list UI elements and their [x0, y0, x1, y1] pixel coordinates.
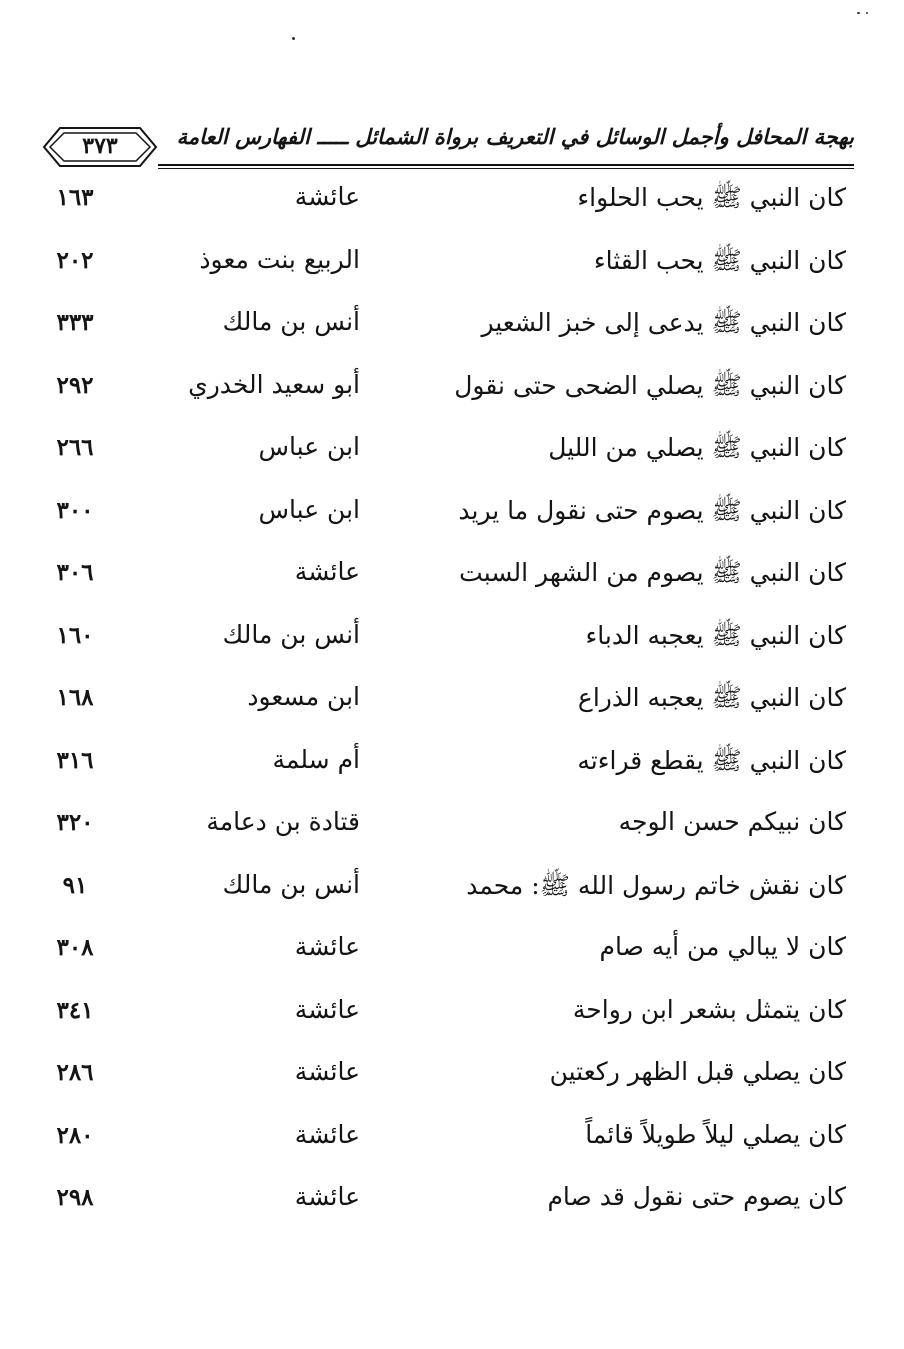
page-reference: ٩١	[62, 871, 88, 899]
narrator-name: عائشة	[294, 182, 360, 211]
page-reference: ١٦٨	[56, 684, 94, 711]
page-reference: ١٦٣	[56, 184, 94, 211]
index-row	[0, 178, 904, 226]
page-reference: ٣٠٦	[56, 559, 94, 586]
scan-speck	[866, 12, 868, 14]
hadith-text: كان النبي ﷺ يحب القثاء	[593, 245, 846, 275]
hadith-text: كان النبي ﷺ يقطع قراءته	[577, 745, 846, 775]
page-reference: ٢٨٠	[56, 1121, 94, 1149]
page-reference: ٣٠٠	[56, 496, 94, 524]
index-row	[0, 553, 904, 601]
narrator-name: عائشة	[294, 557, 360, 586]
narrator-name: أنس بن مالك	[222, 869, 360, 899]
narrator-name: ابن عباس	[258, 494, 360, 524]
hadith-text: كان نقش خاتم رسول الله ﷺ: محمد	[466, 870, 846, 900]
page-number: ٣٧٣	[82, 133, 118, 159]
page-reference: ٣٣٣	[56, 309, 94, 336]
scan-speck	[857, 12, 860, 14]
hadith-text: كان يصوم حتى نقول قد صام	[547, 1182, 846, 1211]
page-reference: ٢٠٢	[56, 246, 94, 274]
hadith-text: كان النبي ﷺ يصلي من الليل	[548, 433, 846, 462]
page-reference: ٢٩٢	[56, 371, 94, 399]
header-rule	[158, 164, 854, 169]
narrator-name: أنس بن مالك	[222, 619, 360, 649]
index-row	[0, 1053, 904, 1101]
page-reference: ٣٠٨	[56, 934, 94, 961]
hadith-text: كان النبي ﷺ يحب الحلواء	[577, 183, 846, 212]
scan-speck	[292, 37, 295, 40]
page-reference: ٣١٦	[56, 746, 94, 774]
page-reference: ١٦٠	[56, 621, 94, 649]
narrator-name: ابن عباس	[258, 432, 360, 461]
page-number-badge	[40, 124, 160, 170]
hadith-text: كان النبي ﷺ يصوم حتى نقول ما يريد	[458, 495, 846, 525]
page-reference: ٢٨٦	[56, 1059, 94, 1086]
index-row	[0, 366, 904, 414]
narrator-name: أبو سعيد الخدري	[188, 369, 360, 399]
narrator-name: ابن مسعود	[247, 682, 360, 711]
hadith-text: كان يتمثل بشعر ابن رواحة	[572, 994, 846, 1024]
index-row	[0, 741, 904, 789]
narrator-name: عائشة	[294, 932, 360, 961]
page-reference: ٣٢٠	[56, 809, 94, 836]
narrator-name: عائشة	[294, 1182, 360, 1211]
index-row	[0, 241, 904, 289]
hadith-text: كان النبي ﷺ يدعى إلى خبز الشعير	[481, 308, 846, 337]
narrator-name: عائشة	[294, 1119, 360, 1149]
page-reference: ٣٤١	[56, 996, 94, 1024]
index-row	[0, 928, 904, 976]
index-row	[0, 991, 904, 1039]
narrator-name: أم سلمة	[272, 744, 360, 774]
index-row	[0, 803, 904, 851]
book-title: بهجة المحافل وأجمل الوسائل في التعريف برواة الشمائل ـــــ الفهارس العامة	[176, 124, 854, 149]
page-reference: ٢٦٦	[56, 434, 94, 461]
index-row	[0, 678, 904, 726]
index-row	[0, 866, 904, 914]
index-row	[0, 616, 904, 664]
hadith-text: كان نبيكم حسن الوجه	[618, 807, 846, 836]
hadith-text: كان يصلي ليلاً طويلاً قائماً	[585, 1119, 846, 1149]
narrator-name: أنس بن مالك	[222, 307, 360, 336]
index-row	[0, 303, 904, 351]
index-row	[0, 428, 904, 476]
narrator-name: عائشة	[294, 994, 360, 1024]
running-header	[40, 118, 854, 174]
hadith-text: كان يصلي قبل الظهر ركعتين	[549, 1057, 846, 1086]
index-row	[0, 1116, 904, 1164]
page-reference: ٢٩٨	[56, 1184, 94, 1211]
hadith-text: كان النبي ﷺ يعجبه الدباء	[585, 620, 846, 650]
narrator-name: قتادة بن دعامة	[206, 807, 360, 836]
narrator-name: عائشة	[294, 1057, 360, 1086]
hadith-text: كان لا يبالي من أيه صام	[599, 932, 846, 961]
hadith-text: كان النبي ﷺ يصوم من الشهر السبت	[459, 558, 846, 587]
index-row	[0, 491, 904, 539]
index-row	[0, 1178, 904, 1226]
hadith-text: كان النبي ﷺ يصلي الضحى حتى نقول	[454, 370, 846, 400]
narrator-name: الربيع بنت معوذ	[199, 244, 360, 274]
hadith-text: كان النبي ﷺ يعجبه الذراع	[577, 683, 846, 712]
